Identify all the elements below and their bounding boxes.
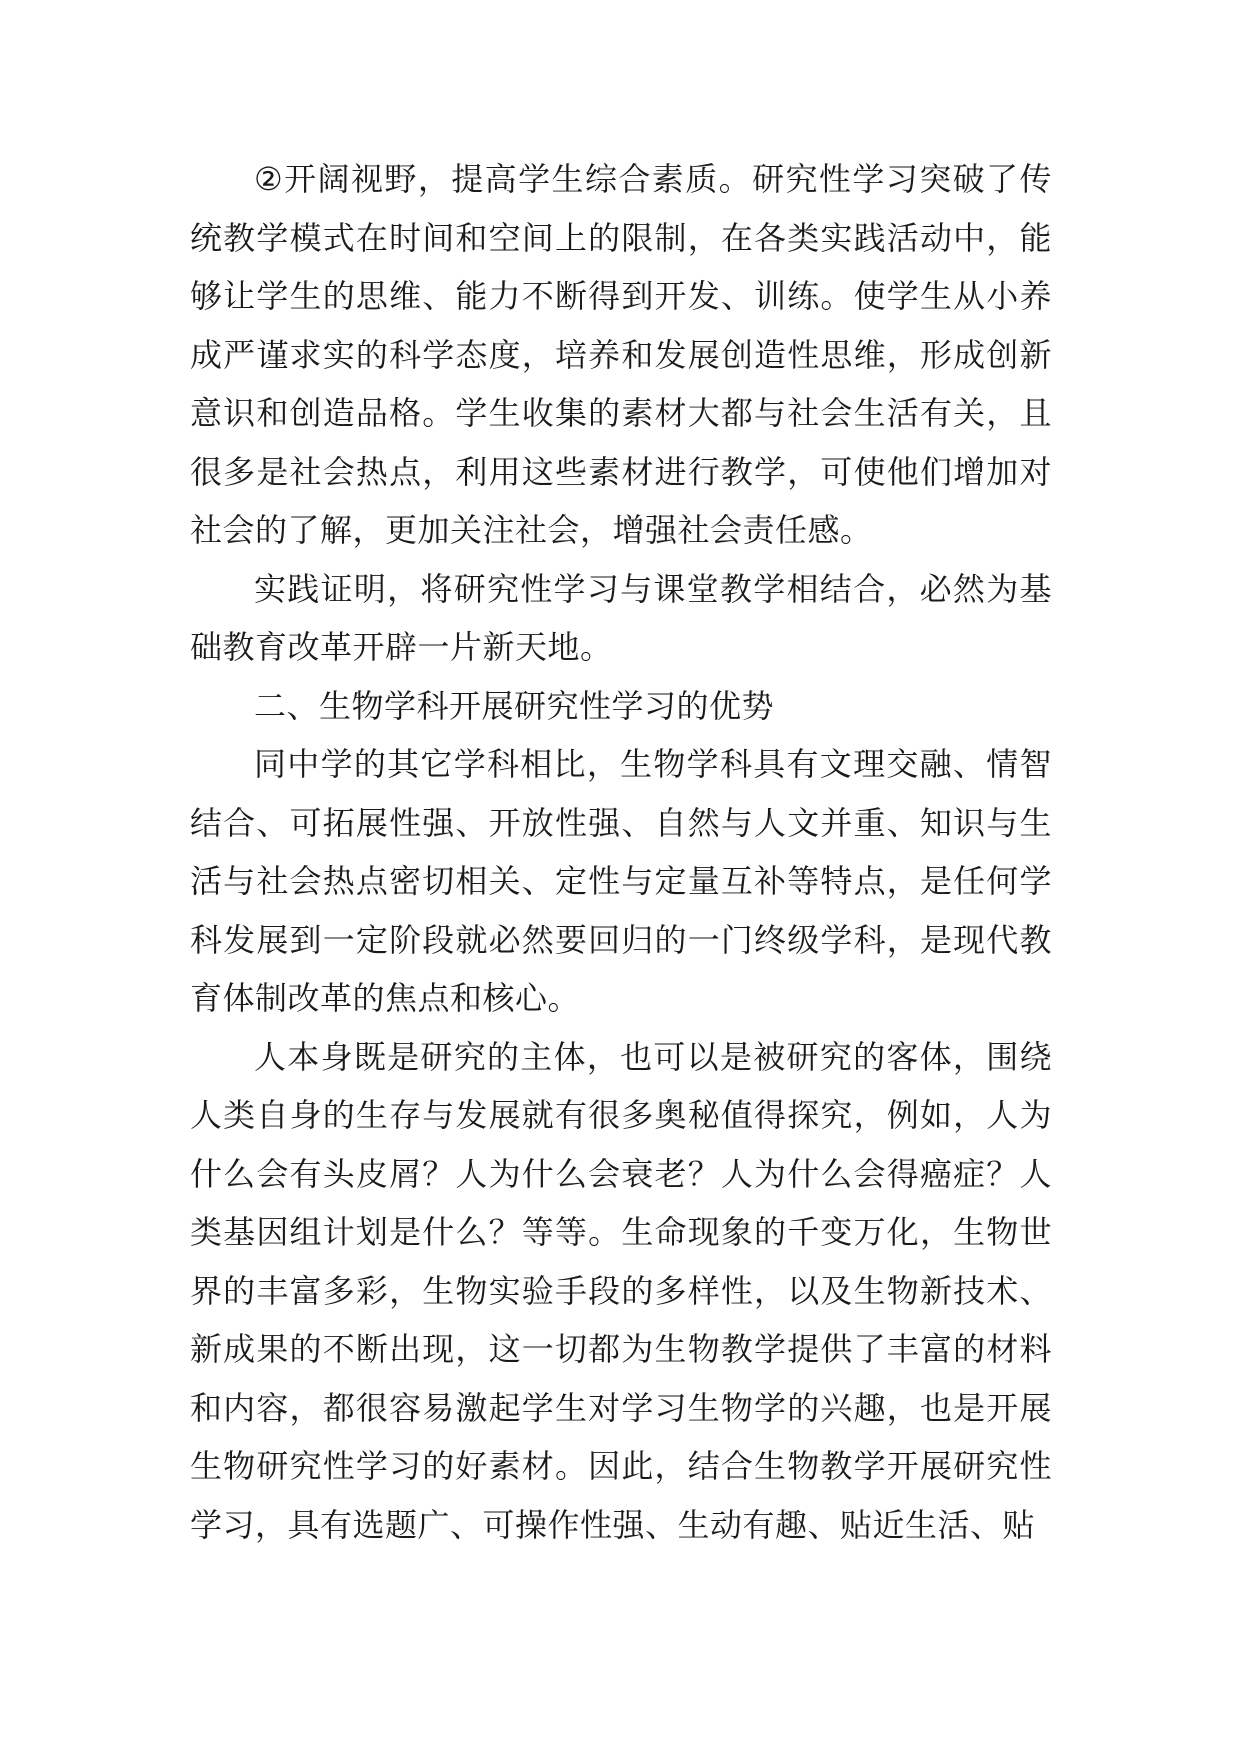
- paragraph-broaden-horizons: ②开阔视野，提高学生综合素质。研究性学习突破了传统教学模式在时间和空间上的限制，在各类实践活动中，能够让学生的思维、能力不断得到开发、训练。使学生从小养成严谨求实的科学态度，培养和发展创造性思维，形成创新意识和创造品格。学生收集的素材大都与社会生活有关，且很多是社会热点，利用这些素材进行教学，可使他们增加对社会的了解，更加关注社会，增强社会责任感。: [190, 160, 1052, 549]
- document-body: [190, 150, 1052, 1554]
- paragraph-human-research: 人本身既是研究的主体，也可以是被研究的客体，围绕人类自身的生存与发展就有很多奥秘值得探究，例如，人为什么会有头皮屑？人为什么会衰老？人为什么会得癌症？人类基因组计划是什么？等等。生命现象的千变万化，生物世界的丰富多彩，生物实验手段的多样性，以及生物新技术、新成果的不断出现，这一切都为生物教学提供了丰富的材料和内容，都很容易激起学生对学习生物学的兴趣，也是开展生物研究性学习的好素材。因此，结合生物教学开展研究性学习，具有选题广、可操作性强、生动有趣、贴近生活、贴: [190, 1037, 1052, 1544]
- paragraph-biology-features: 同中学的其它学科相比，生物学科具有文理交融、情智结合、可拓展性强、开放性强、自然与人文并重、知识与生活与社会热点密切相关、定性与定量互补等特点，是任何学科发展到一定阶段就必然要回归的一门终级学科，是现代教育体制改革的焦点和核心。: [190, 745, 1052, 1017]
- paragraph-practice-proof: 实践证明，将研究性学习与课堂教学相结合，必然为基础教育改革开辟一片新天地。: [190, 569, 1052, 666]
- section-heading-biology-advantages: 二、生物学科开展研究性学习的优势: [254, 686, 775, 725]
